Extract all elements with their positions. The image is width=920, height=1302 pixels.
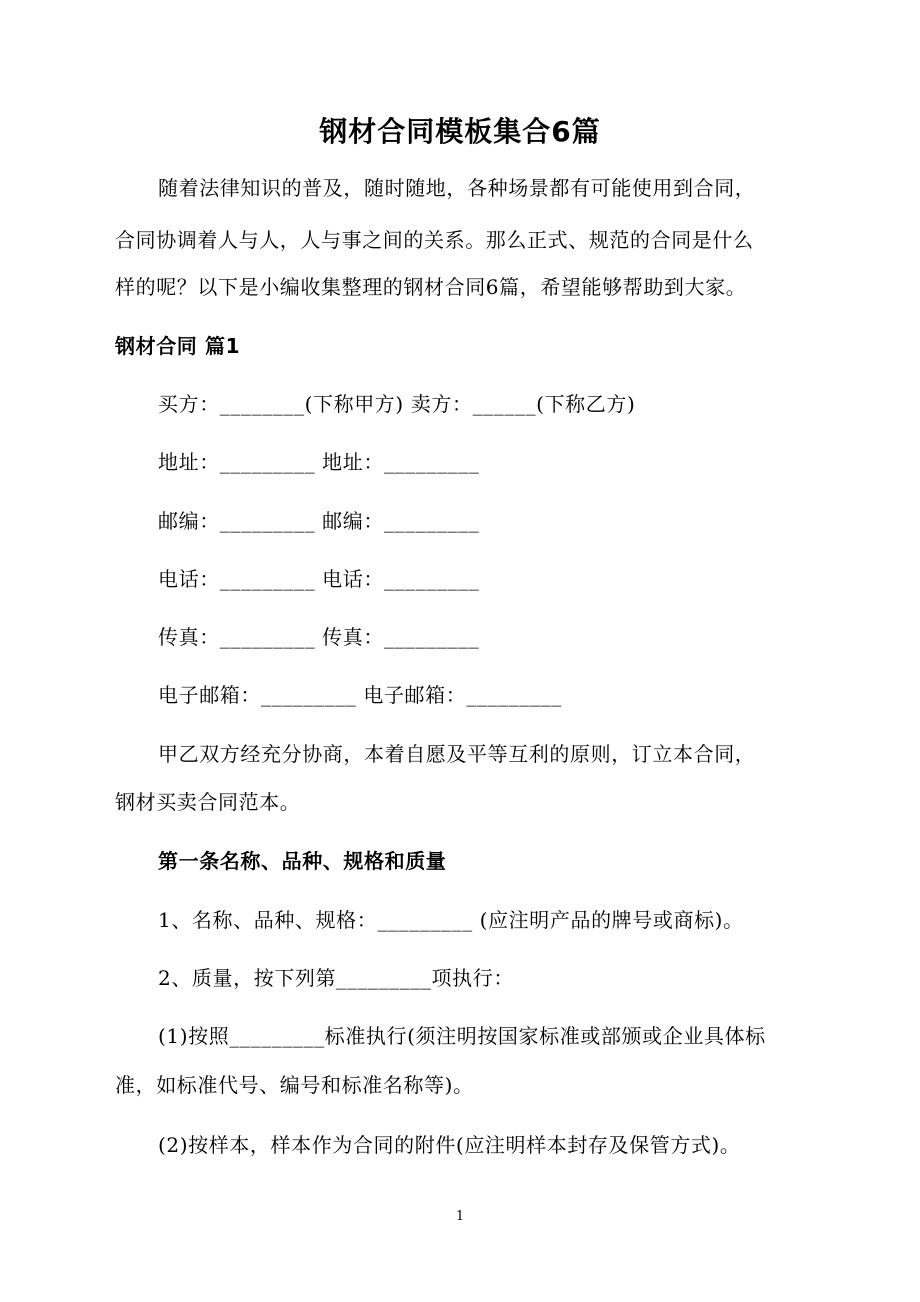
parties-buyer-seller: 买方：________(下称甲方) 卖方：______(下称乙方) [158, 392, 636, 416]
parties-fax: 传真：_________ 传真：_________ [158, 625, 480, 649]
intro-line-2: 合同协调着人与人，人与事之间的关系。那么正式、规范的合同是什么 [115, 228, 754, 252]
clause-2-2: (2)按样本，样本作为合同的附件(应注明样本封存及保管方式)。 [158, 1133, 741, 1157]
clause-2-1-line-1: (1)按照_________标准执行(须注明按国家标准或部颁或企业具体标 [158, 1024, 766, 1048]
clause-2-1-line-2: 准，如标准代号、编号和标准名称等)。 [115, 1073, 474, 1097]
clause-2: 2、质量，按下列第_________项执行： [158, 966, 514, 990]
document-title: 钢材合同模板集合6篇 [319, 115, 601, 148]
parties-phone: 电话：_________ 电话：_________ [158, 567, 480, 591]
parties-address: 地址：_________ 地址：_________ [158, 450, 480, 474]
agreement-line-1: 甲乙双方经充分协商，本着自愿及平等互利的原则，订立本合同， [158, 742, 756, 766]
section-heading: 钢材合同 篇1 [115, 334, 241, 358]
article-heading: 第一条名称、品种、规格和质量 [158, 849, 447, 873]
intro-line-3: 样的呢？以下是小编收集整理的钢材合同6篇，希望能够帮助到大家。 [115, 275, 747, 299]
parties-postcode: 邮编：_________ 邮编：_________ [158, 509, 480, 533]
agreement-line-2: 钢材买卖合同范本。 [115, 790, 301, 814]
parties-email: 电子邮箱：_________ 电子邮箱：_________ [158, 683, 562, 707]
page-number: 1 [455, 1209, 465, 1224]
intro-line-1: 随着法律知识的普及，随时随地，各种场景都有可能使用到合同， [158, 176, 756, 200]
clause-1: 1、名称、品种、规格：_________ (应注明产品的牌号或商标)。 [158, 908, 744, 932]
